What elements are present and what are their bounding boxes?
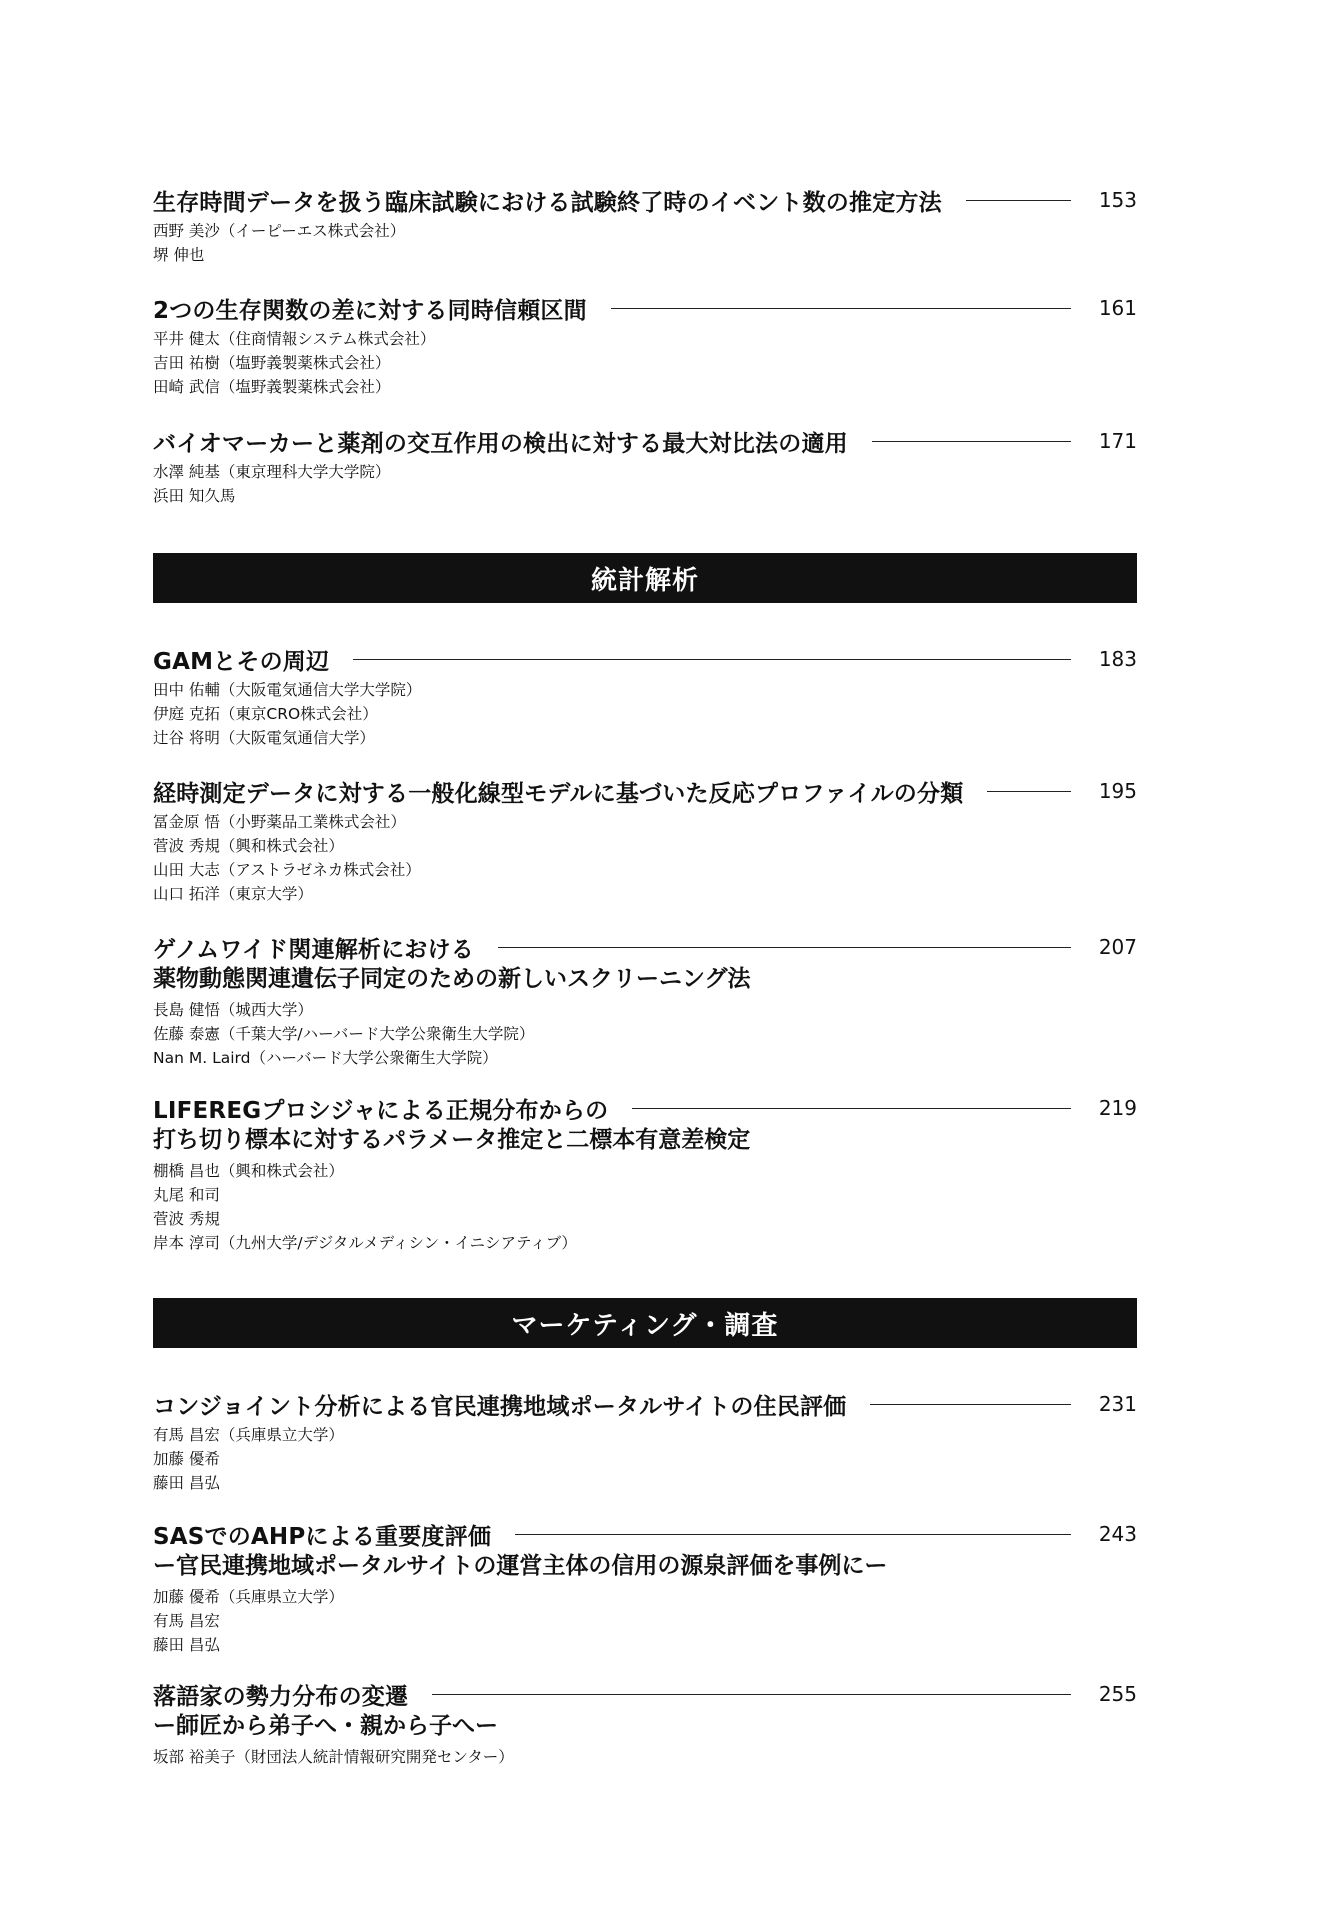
entry-subtitle: ー官民連携地域ポータルサイトの運営主体の信用の源泉評価を事例にー — [153, 1553, 888, 1579]
author-line: 田中 佑輔（大阪電気通信大学大学院） — [153, 681, 422, 699]
author-line: 吉田 祐樹（塩野義製薬株式会社） — [153, 354, 391, 372]
entry-title: 落語家の勢力分布の変遷 — [153, 1683, 409, 1710]
entry-title: 経時測定データに対する一般化線型モデルに基づいた反応プロファイルの分類 — [153, 780, 964, 807]
dot-leader — [632, 1108, 1071, 1109]
page-number: 255 — [1098, 1682, 1137, 1706]
dot-leader — [987, 791, 1071, 792]
author-line: 加藤 優希（兵庫県立大学） — [153, 1588, 344, 1606]
toc-entry[interactable] — [153, 1389, 1137, 1495]
author-line: 西野 美沙（イーピーエス株式会社） — [153, 222, 406, 240]
page-number: 231 — [1098, 1392, 1137, 1416]
dot-leader — [872, 441, 1071, 442]
page-number: 161 — [1098, 296, 1137, 320]
page-number: 171 — [1098, 429, 1137, 453]
author-line: 藤田 昌弘 — [153, 1474, 220, 1492]
entry-title: 生存時間データを扱う臨床試験における試験終了時のイベント数の推定方法 — [153, 189, 942, 216]
dot-leader — [966, 200, 1071, 201]
toc-entry[interactable] — [153, 426, 1137, 508]
dot-leader — [498, 947, 1071, 948]
toc-entry[interactable] — [153, 932, 1137, 1070]
author-line: Nan M. Laird（ハーバード大学公衆衛生大学院） — [153, 1049, 498, 1067]
dot-leader — [611, 308, 1071, 309]
author-line: 山口 拓洋（東京大学） — [153, 885, 313, 903]
author-line: 岸本 淳司（九州大学/デジタルメディシン・イニシアティブ） — [153, 1234, 577, 1252]
section-header-marketing-survey: マーケティング・調査 — [153, 1298, 1137, 1348]
toc-entry[interactable] — [153, 1519, 1137, 1657]
author-line: 菅波 秀規 — [153, 1210, 220, 1228]
dot-leader — [353, 659, 1071, 660]
entry-title: SASでのAHPによる重要度評価 — [153, 1523, 492, 1550]
author-line: 平井 健太（住商情報システム株式会社） — [153, 330, 436, 348]
entry-title: コンジョイント分析による官民連携地域ポータルサイトの住民評価 — [153, 1393, 847, 1420]
author-line: 坂部 裕美子（財団法人統計情報研究開発センター） — [153, 1748, 514, 1766]
author-line: 長島 健悟（城西大学） — [153, 1001, 313, 1019]
dot-leader — [432, 1694, 1071, 1695]
entry-title: 2つの生存関数の差に対する同時信頼区間 — [153, 297, 587, 324]
entry-subtitle: ー師匠から弟子へ・親から子へー — [153, 1713, 498, 1739]
page-number: 219 — [1098, 1096, 1137, 1120]
toc-entry[interactable] — [153, 776, 1137, 906]
entry-title: ゲノムワイド関連解析における — [153, 936, 474, 963]
author-line: 有馬 昌宏（兵庫県立大学） — [153, 1426, 344, 1444]
author-line: 田崎 武信（塩野義製薬株式会社） — [153, 378, 391, 396]
dot-leader — [870, 1404, 1071, 1405]
author-line: 堺 伸也 — [153, 246, 205, 264]
entry-subtitle: 打ち切り標本に対するパラメータ推定と二標本有意差検定 — [153, 1127, 751, 1153]
toc-entry[interactable] — [153, 185, 1137, 267]
dot-leader — [515, 1534, 1071, 1535]
author-line: 山田 大志（アストラゼネカ株式会社） — [153, 861, 421, 879]
author-line: 加藤 優希 — [153, 1450, 220, 1468]
entry-title: バイオマーカーと薬剤の交互作用の検出に対する最大対比法の適用 — [153, 430, 848, 457]
section-header-statistical-analysis: 統計解析 — [153, 553, 1137, 603]
entry-subtitle: 薬物動態関連遺伝子同定のための新しいスクリーニング法 — [153, 966, 751, 992]
author-line: 浜田 知久馬 — [153, 487, 236, 505]
toc-entry[interactable] — [153, 293, 1137, 399]
entry-title: GAMとその周辺 — [153, 648, 330, 675]
page-number: 183 — [1098, 647, 1137, 671]
author-line: 棚橋 昌也（興和株式会社） — [153, 1162, 344, 1180]
toc-entry[interactable] — [153, 1679, 1137, 1769]
author-line: 伊庭 克拓（東京CRO株式会社） — [153, 705, 378, 723]
entry-title: LIFEREGプロシジャによる正規分布からの — [153, 1097, 609, 1124]
page-number: 153 — [1098, 188, 1137, 212]
author-line: 丸尾 和司 — [153, 1186, 220, 1204]
author-line: 藤田 昌弘 — [153, 1636, 220, 1654]
page-number: 195 — [1098, 779, 1137, 803]
author-line: 菅波 秀規（興和株式会社） — [153, 837, 344, 855]
author-line: 冨金原 悟（小野薬品工業株式会社） — [153, 813, 406, 831]
author-line: 有馬 昌宏 — [153, 1612, 220, 1630]
page-number: 207 — [1098, 935, 1137, 959]
author-line: 水澤 純基（東京理科大学大学院） — [153, 463, 391, 481]
author-line: 辻谷 将明（大阪電気通信大学） — [153, 729, 375, 747]
toc-entry[interactable] — [153, 1093, 1137, 1255]
toc-entry[interactable] — [153, 644, 1137, 750]
author-line: 佐藤 泰憲（千葉大学/ハーバード大学公衆衛生大学院） — [153, 1025, 535, 1043]
page-number: 243 — [1098, 1522, 1137, 1546]
